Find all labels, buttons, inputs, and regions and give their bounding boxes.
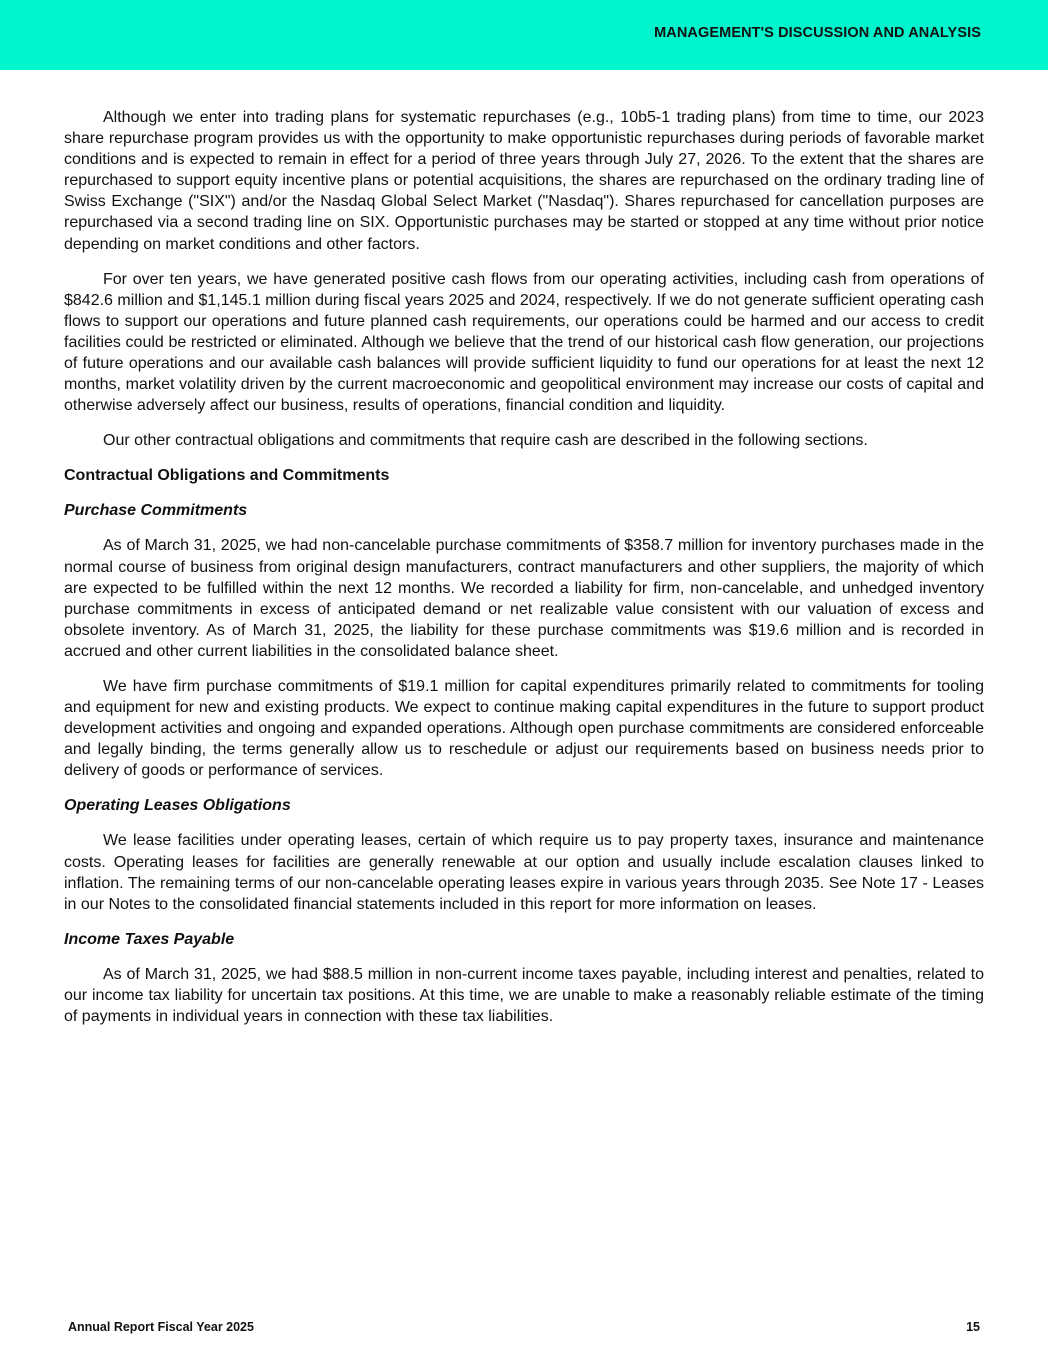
- section-title: MANAGEMENT'S DISCUSSION AND ANALYSIS: [654, 25, 981, 41]
- heading-operating-leases: Operating Leases Obligations: [64, 797, 291, 815]
- paragraph-other-obligations: Our other contractual obligations and commitments that require cash are described in the following sections.: [103, 432, 868, 450]
- paragraph-share-repurchase: Although we enter into trading plans for systematic repurchases (e.g., 10b5-1 trading plans) from time to time, our 2023 share repurchase program provides us with the opportunity to make opportunistic repurchases during periods of favorable market conditions and is expected to remain in effect for a period of three years through July 27, 2026. To the extent that the shares are repurchased to support equity incentive plans or potential acquisitions, the shares are repurchased on the ordinary trading line of Swiss Exchange ("SIX") and/or the Nasdaq Global Select Market ("Nasdaq"). Shares repurchased for cancellation purposes are repurchased via a second trading line on SIX. Opportunistic purchases may be started or stopped at any time without prior notice depending on market conditions and other factors.: [64, 109, 984, 253]
- heading-purchase-commitments: Purchase Commitments: [64, 502, 248, 520]
- heading-contractual-obligations: Contractual Obligations and Commitments: [64, 467, 390, 485]
- footer-page-number: 15: [966, 1320, 980, 1334]
- paragraph-cash-flows: For over ten years, we have generated positive cash flows from our operating activities, including cash from operations of $842.6 million and $1,145.1 million during fiscal years 2025 and 2024, respectively. If we do not generate sufficient operating cash flows to support our operations and future planned cash requirements, our operations could be harmed and our access to credit facilities could be restricted or eliminated. Although we believe that the trend of our historical cash flow generation, our projections of future operations and our available cash balances will provide sufficient liquidity to fund our operations for at least the next 12 months, market volatility driven by the current macroeconomic and geopolitical environment may increase our costs of capital and otherwise adversely affect our business, results of operations, financial condition and liquidity.: [64, 270, 984, 415]
- page-body: [64, 107, 984, 1041]
- paragraph-operating-leases: We lease facilities under operating leases, certain of which require us to pay property taxes, insurance and maintenance costs. Operating leases for facilities are generally renewable at our option and usually include escalation clauses linked to inflation. The remaining terms of our non-cancelable operating leases expire in various years through 2035. See Note 17 - Leases in our Notes to the consolidated financial statements included in this report for more information on leases.: [64, 832, 984, 913]
- paragraph-inventory-commitments: As of March 31, 2025, we had non-cancelable purchase commitments of $358.7 million for inventory purchases made in the normal course of business from original design manufacturers, contract manufacturers and other suppliers, the majority of which are expected to be fulfilled within the next 12 months. We recorded a liability for firm, non-cancelable, and unhedged inventory purchase commitments in excess of anticipated demand or net realizable value consistent with our valuation of excess and obsolete inventory. As of March 31, 2025, the liability for these purchase commitments was $19.6 million and is recorded in accrued and other current liabilities in the consolidated balance sheet.: [64, 537, 984, 660]
- footer-report-label: Annual Report Fiscal Year 2025: [68, 1320, 254, 1334]
- paragraph-capital-commitments: We have firm purchase commitments of $19.1 million for capital expenditures primarily related to commitments for tooling and equipment for new and existing products. We expect to continue making capital expenditures in the future to support product development activities and ongoing and expanded operations. Although open purchase commitments are considered enforceable and legally binding, the terms generally allow us to reschedule or adjust our requirements based on business needs prior to delivery of goods or performance of services.: [64, 677, 984, 780]
- heading-income-taxes: Income Taxes Payable: [64, 930, 235, 948]
- header-band: [0, 0, 1048, 70]
- paragraph-income-taxes: As of March 31, 2025, we had $88.5 million in non-current income taxes payable, including interest and penalties, related to our income tax liability for uncertain tax positions. At this time, we are unable to make a reasonably reliable estimate of the timing of payments in individual years in connection with these tax liabilities.: [64, 965, 984, 1025]
